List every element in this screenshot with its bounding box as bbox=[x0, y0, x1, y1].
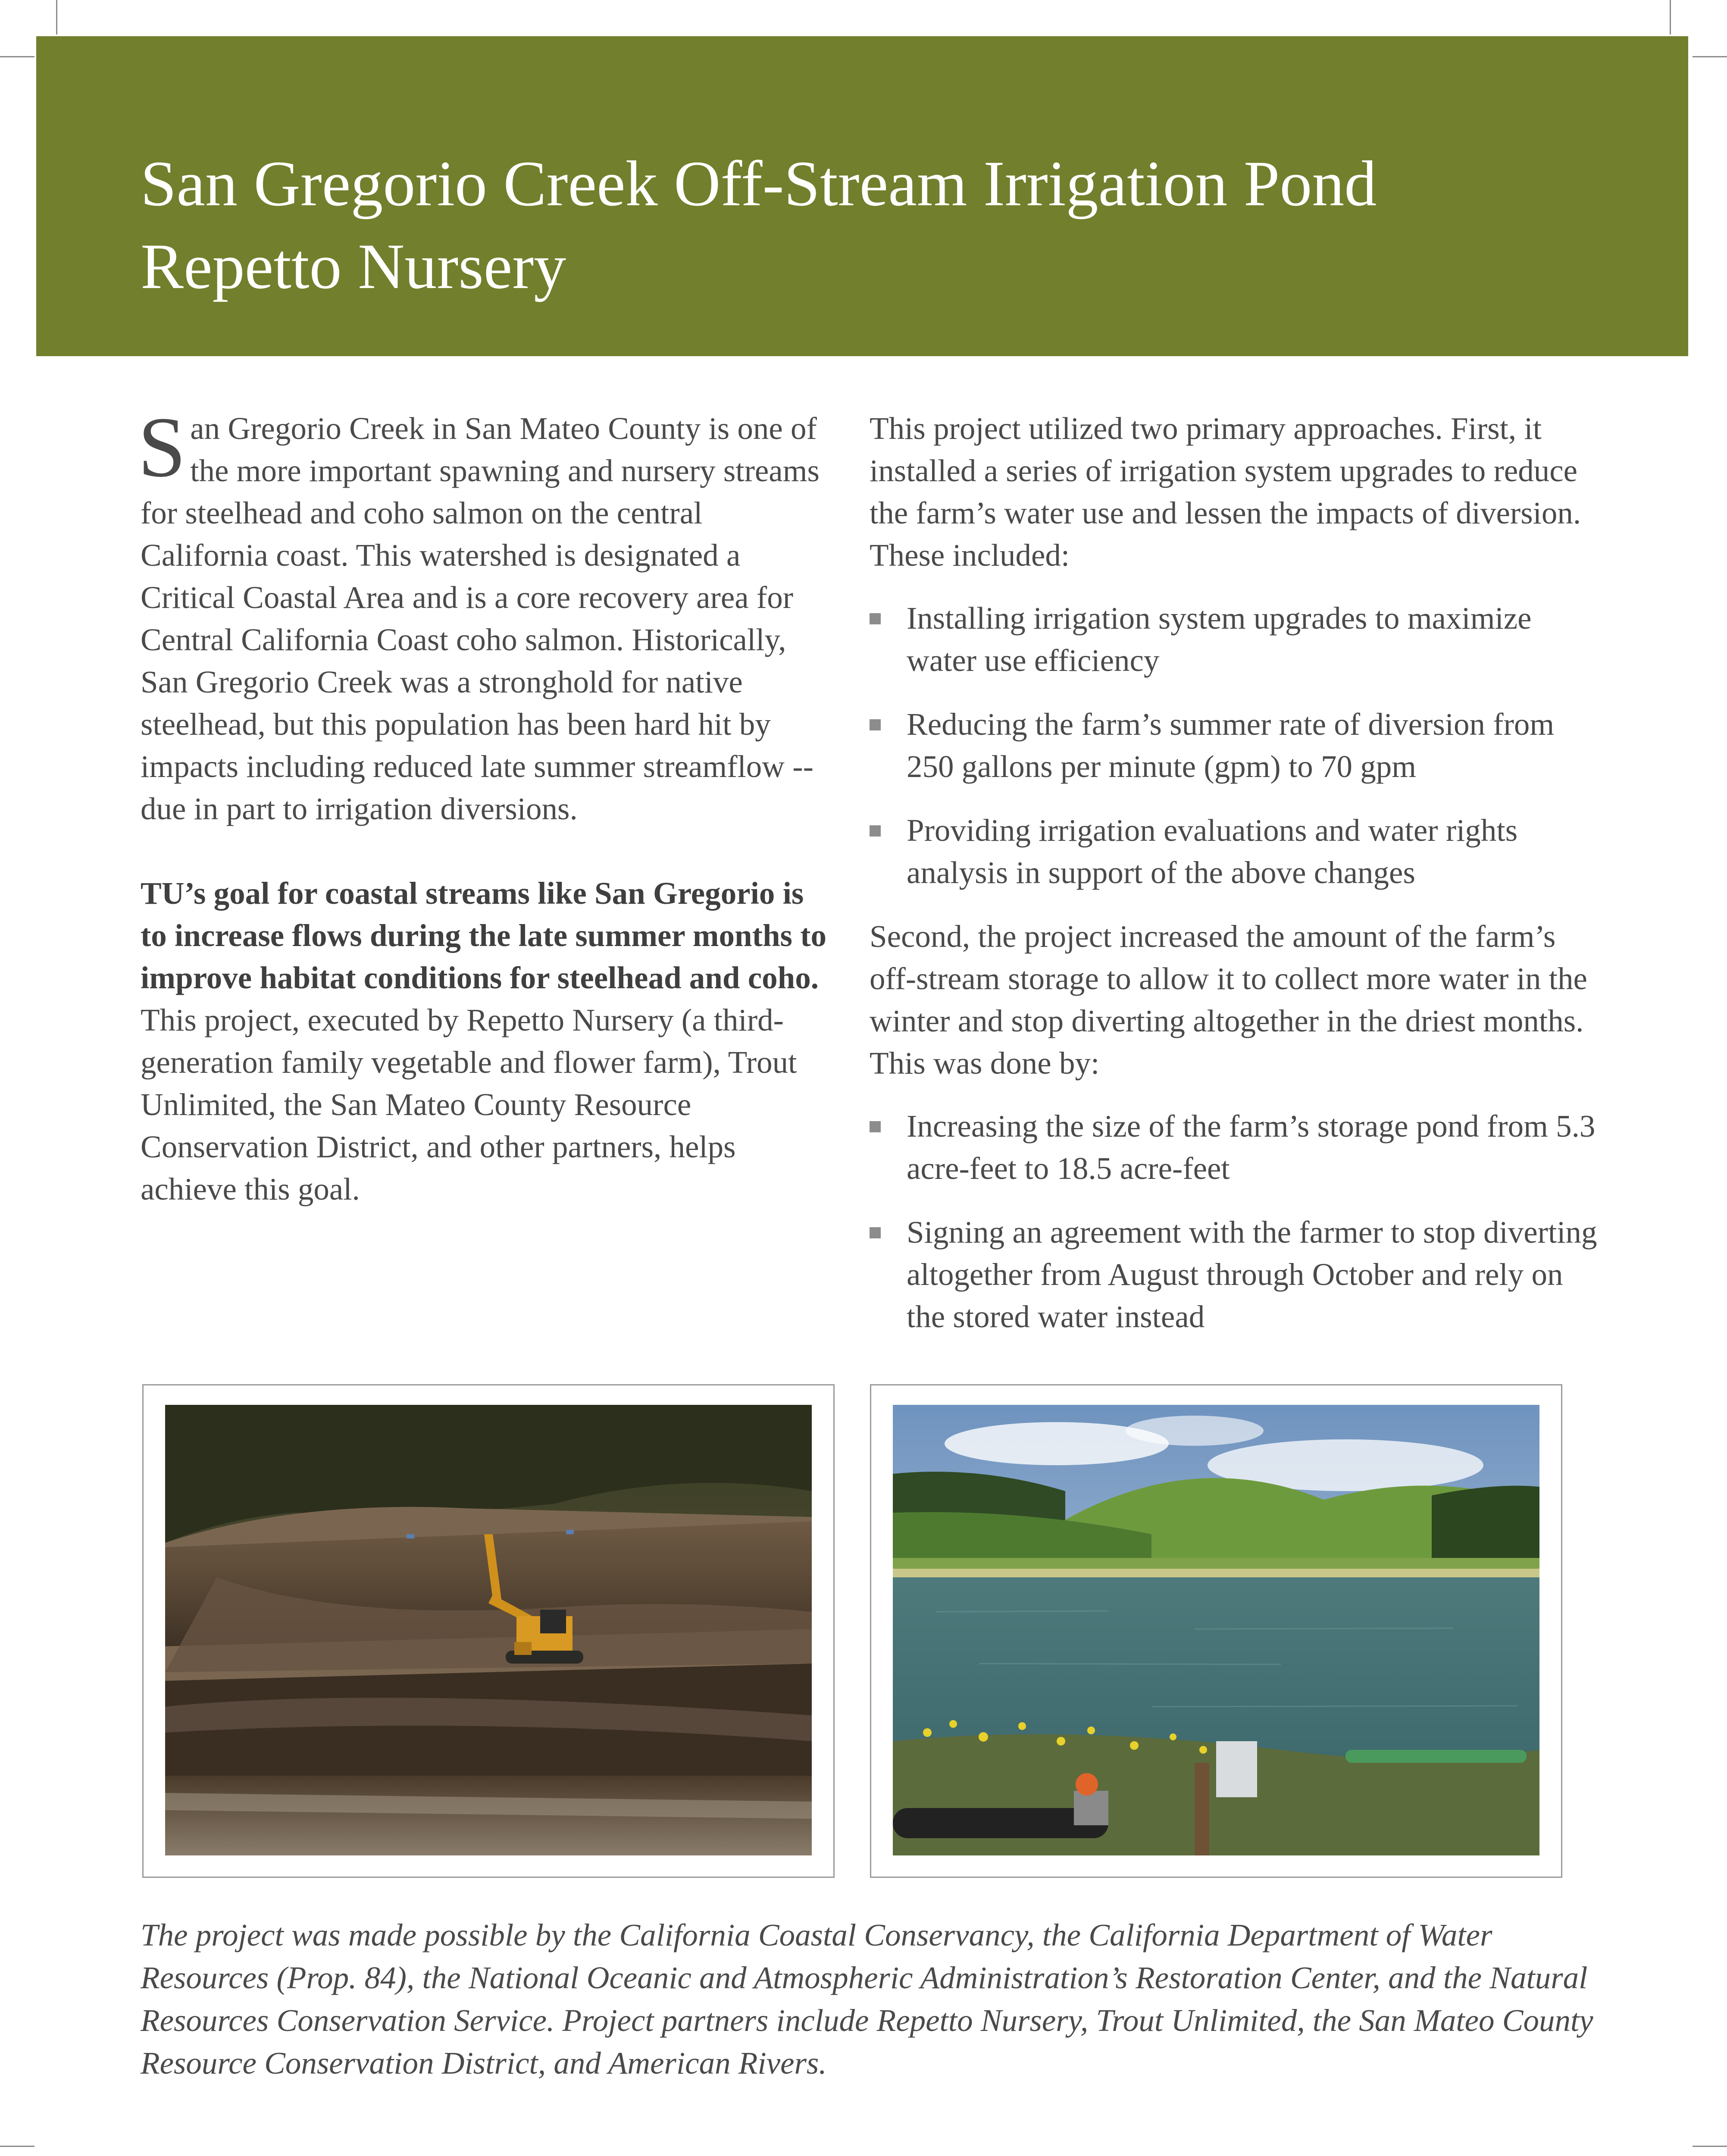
photo-frame-pond bbox=[870, 1384, 1562, 1878]
goal-paragraph bbox=[141, 872, 830, 1210]
page-title bbox=[141, 142, 1377, 308]
crop-mark bbox=[0, 2146, 34, 2147]
crop-mark bbox=[1693, 2146, 1727, 2147]
pond-photo bbox=[893, 1405, 1539, 1855]
intro-text: an Gregorio Creek in San Mateo County is one of the more important spawning and nursery streams for steelhead and coho salmon on the central California coast. This watershed is designated a Critical Coastal Area and is a core recovery area for Central California Coast coho salmon. Historically, San Gregorio Creek was a stronghold for native steelhead, but this population has been hard hit by impacts including reduced late summer streamflow -- due in part to irrigation diversions. bbox=[141, 411, 820, 826]
photo-frame-excavation bbox=[142, 1384, 835, 1878]
crop-mark bbox=[56, 0, 57, 34]
list-item: Signing an agreement with the farmer to stop diverting altogether from August through October and rely on the stored water instead bbox=[870, 1211, 1602, 1338]
goal-text: This project, executed by Repetto Nursery (a third-generation family vegetable and flower farm), Trout Unlimited, the San Mateo County Resource Conservation District, and other partners, helps achieve this goal. bbox=[141, 1003, 797, 1206]
drop-cap: S bbox=[138, 400, 186, 495]
excavation-photo bbox=[165, 1405, 812, 1855]
title-line-2: Repetto Nursery bbox=[141, 231, 566, 302]
crop-mark bbox=[0, 56, 34, 57]
list-item: Installing irrigation system upgrades to maximize water use efficiency bbox=[870, 597, 1602, 682]
excavator-image bbox=[165, 1405, 812, 1855]
list-item: Reducing the farm’s summer rate of diversion from 250 gallons per minute (gpm) to 70 gpm bbox=[870, 703, 1602, 788]
pond-image bbox=[893, 1405, 1539, 1855]
list-item: Increasing the size of the farm’s storage pond from 5.3 acre-feet to 18.5 acre-feet bbox=[870, 1105, 1602, 1190]
storage-intro: Second, the project increased the amount of the farm’s off-stream storage to allow it to collect more water in the winter and stop diverting altogether in the driest months. This was done by: bbox=[870, 919, 1587, 1081]
approach-intro: This project utilized two primary approaches. First, it installed a series of irrigation system upgrades to reduce the farm’s water use and lessen the impacts of diversion. These included: bbox=[870, 411, 1581, 573]
list-item: Providing irrigation evaluations and water rights analysis in support of the above changes bbox=[870, 809, 1602, 894]
right-column bbox=[870, 407, 1602, 1360]
funding-credits: The project was made possible by the California Coastal Conservancy, the California Department of Water Resources (Prop. 84), the National Oceanic and Atmospheric Administration’s Restoration Center, and the Natural Resources Conservation Service. Project partners include Repetto Nursery, Trout Unlimited, the San Mateo County Resource Conservation District, and American Rivers. bbox=[141, 1918, 1593, 2081]
goal-lead: TU’s goal for coastal streams like San Gregorio is to increase flows during the late summer months to improve habitat conditions for steelhead and coho. bbox=[141, 876, 827, 995]
left-column bbox=[138, 400, 830, 1210]
intro-paragraph bbox=[138, 400, 830, 830]
crop-mark bbox=[1670, 0, 1671, 34]
crop-mark bbox=[1693, 56, 1727, 57]
storage-list bbox=[870, 1105, 1602, 1338]
title-line-1: San Gregorio Creek Off-Stream Irrigation Pond bbox=[141, 148, 1377, 219]
upgrade-list bbox=[870, 597, 1602, 894]
